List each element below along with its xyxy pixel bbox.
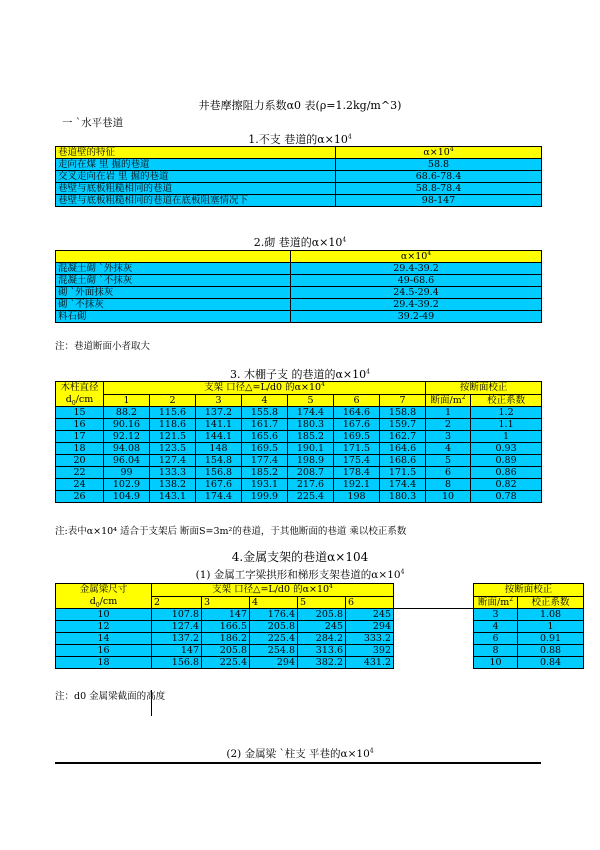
table-row [56, 609, 584, 621]
table-cell: 18 [56, 443, 104, 455]
table2-note: 注：巷道断面小者取大 [55, 341, 151, 352]
table-cell: 17 [56, 431, 104, 443]
table3-correction-header: 按断面校正 [426, 382, 542, 395]
table-row [56, 419, 542, 431]
table-cell: 88.2 [104, 407, 150, 419]
table-cell: 5 [426, 455, 471, 467]
section-heading-horizontal: 一 `水平巷道 [62, 117, 124, 129]
table3-title: 3. 木棚子支 的巷道的$\alpha\times 10^4$ [230, 368, 370, 381]
table3 [55, 381, 542, 503]
table-cell: 24 [56, 479, 104, 491]
table-cell: 254.8 [250, 645, 298, 657]
table3-group-header: 支架 口径△=L/d0 的$\alpha\times 10^4$ [104, 382, 426, 395]
table4-area-header: 断面$/m^2$ [474, 596, 518, 609]
table-cell: 217.6 [288, 479, 334, 491]
table4-group-header-row [56, 584, 584, 597]
table-cell: 0.78 [471, 491, 542, 503]
table-cell: 205.8 [298, 609, 346, 621]
table-cell: 1 [471, 431, 542, 443]
table-cell: 165.6 [242, 431, 288, 443]
table3-note: 注:表中α×10⁴ 适合于支架后 断面S=3m²的巷道，于其他断面的巷道 乘以校正系数 [55, 526, 407, 537]
table-row [56, 431, 542, 443]
table-cell: 94.08 [104, 443, 150, 455]
table1-header-row [56, 147, 542, 159]
table-row [56, 633, 584, 645]
table-cell: 176.4 [250, 609, 298, 621]
table-cell: 185.2 [242, 467, 288, 479]
footer-rule [55, 762, 541, 764]
table-cell: 10 [474, 657, 518, 669]
table-cell: 115.6 [150, 407, 196, 419]
table-cell: 8 [426, 479, 471, 491]
table2-title: 2.砌 巷道的$\alpha\times 10^4$ [253, 236, 347, 249]
table-row: 料石砌 39.2-49 [56, 311, 542, 323]
table-cell: 199.9 [242, 491, 288, 503]
table-cell: 137.2 [152, 633, 202, 645]
table-cell: 198.9 [288, 455, 334, 467]
table-cell: 1.1 [471, 419, 542, 431]
table-cell: 162.7 [380, 431, 426, 443]
table-cell: 382.2 [298, 657, 346, 669]
table-cell: 143.1 [150, 491, 196, 503]
table-cell: 164.6 [334, 407, 380, 419]
table-cell: 174.4 [196, 491, 242, 503]
table-cell: 16 [56, 419, 104, 431]
table-cell: 123.5 [150, 443, 196, 455]
table-cell: 245 [298, 621, 346, 633]
table-row: 混凝土砌 `外抹灰 29.4-39.2 [56, 263, 542, 275]
table4-note: 注：d0 金属梁截面的高度 [55, 691, 166, 702]
table-cell: 92.12 [104, 431, 150, 443]
table-cell: 4 [426, 443, 471, 455]
table-cell: 169.5 [334, 431, 380, 443]
table-cell: 161.7 [242, 419, 288, 431]
table-cell: 154.8 [196, 455, 242, 467]
table-cell: 127.4 [150, 455, 196, 467]
table-cell: 171.5 [334, 443, 380, 455]
table-cell: 3 [426, 431, 471, 443]
table-cell: 225.4 [202, 657, 250, 669]
table-cell: 10 [56, 609, 152, 621]
table-cell: 175.4 [334, 455, 380, 467]
table-cell: 205.8 [202, 645, 250, 657]
table-cell: 186.2 [202, 633, 250, 645]
table-cell: 168.6 [380, 455, 426, 467]
table-cell: 174.4 [380, 479, 426, 491]
table-cell: 294 [346, 621, 394, 633]
table-row: 砌 `不抹灰 29.4-39.2 [56, 299, 542, 311]
table-cell: 3 [474, 609, 518, 621]
table-cell: 284.2 [298, 633, 346, 645]
table-row: 巷壁与底板粗糙相同的巷道 58.8-78.4 [56, 183, 542, 195]
table-cell: 294 [250, 657, 298, 669]
table-cell: 8 [474, 645, 518, 657]
table-cell: 16 [56, 645, 152, 657]
table-cell: 313.6 [298, 645, 346, 657]
table-cell: 102.9 [104, 479, 150, 491]
table-cell: 14 [56, 633, 152, 645]
table-cell: 138.2 [150, 479, 196, 491]
table-row: 巷壁与底板粗糙相同的巷道在底板阻塞情况下 98-147 [56, 195, 542, 207]
table-cell: 18 [56, 657, 152, 669]
table-cell: 205.8 [250, 621, 298, 633]
table-cell: 147 [152, 645, 202, 657]
table2 [55, 250, 542, 323]
table-cell: 167.6 [334, 419, 380, 431]
table-cell: 1.2 [471, 407, 542, 419]
table-cell: 198 [334, 491, 380, 503]
table-cell: 159.7 [380, 419, 426, 431]
table4-correction-header: 按断面校正 [474, 584, 584, 597]
table-cell: 0.89 [471, 455, 542, 467]
table1-header-right: $\alpha\times 10^4$ [336, 147, 542, 159]
table-cell: 178.4 [334, 467, 380, 479]
table4-subtitle: (1) 金属工字梁拱形和梯形支架巷道的$\alpha\times 10^4$ [195, 568, 405, 581]
table-gap-cell [394, 645, 474, 657]
table-row: 走向在煤 里 掘的巷道 58.8 [56, 159, 542, 171]
table-cell: 20 [56, 455, 104, 467]
table-cell: 127.4 [152, 621, 202, 633]
table-row [56, 491, 542, 503]
table-cell: 1.08 [518, 609, 584, 621]
table-row: 砌 `外面抹灰 24.5-29.4 [56, 287, 542, 299]
table-cell: 155.8 [242, 407, 288, 419]
table-gap-cell [394, 609, 474, 621]
table-cell: 133.3 [150, 467, 196, 479]
table-cell: 180.3 [380, 491, 426, 503]
table4 [55, 583, 584, 669]
table-cell: 431.2 [346, 657, 394, 669]
table-cell: 107.8 [152, 609, 202, 621]
table-cell: 12 [56, 621, 152, 633]
table-row: 交叉走向在岩 里 掘的巷道 68.6-78.4 [56, 171, 542, 183]
table-row [56, 621, 584, 633]
table-row [56, 645, 584, 657]
table-cell: 26 [56, 491, 104, 503]
table-cell: 141.1 [196, 419, 242, 431]
table-cell: 0.88 [518, 645, 584, 657]
table-cell: 90.16 [104, 419, 150, 431]
table-cell: 144.1 [196, 431, 242, 443]
table4-col0-header: 金属梁尺寸 $d_0/cm$ [56, 584, 152, 609]
table-row [56, 467, 542, 479]
table-row [56, 479, 542, 491]
table-cell: 148 [196, 443, 242, 455]
table-row [56, 455, 542, 467]
table-cell: 0.86 [471, 467, 542, 479]
table3-col0-header: 木柱直径 $d_0/cm$ [56, 382, 104, 407]
table-cell: 225.4 [250, 633, 298, 645]
table-cell: 6 [426, 467, 471, 479]
table-cell: 171.5 [380, 467, 426, 479]
table-cell: 167.6 [196, 479, 242, 491]
table2-header-right: $\alpha\times 10^4$ [291, 251, 542, 263]
table-cell: 0.93 [471, 443, 542, 455]
table-cell: 121.5 [150, 431, 196, 443]
table3-group-header-row [56, 382, 542, 395]
table-cell: 156.8 [152, 657, 202, 669]
table-cell: 104.9 [104, 491, 150, 503]
table-cell: 174.4 [288, 407, 334, 419]
table-cell: 245 [346, 609, 394, 621]
table-cell: 185.2 [288, 431, 334, 443]
table-row [56, 443, 542, 455]
table-cell: 147 [202, 609, 250, 621]
table-cell: 15 [56, 407, 104, 419]
table-cell: 1 [518, 621, 584, 633]
table-cell: 225.4 [288, 491, 334, 503]
table-cell: 99 [104, 467, 150, 479]
table-cell: 118.6 [150, 419, 196, 431]
table1 [55, 146, 542, 207]
table-gap-cell [394, 621, 474, 633]
table-cell: 4 [474, 621, 518, 633]
table-cell: 0.91 [518, 633, 584, 645]
table-row [56, 657, 584, 669]
table3-area-header: 断面$/m^2$ [426, 394, 471, 407]
table-cell: 158.8 [380, 407, 426, 419]
table1-header-left: 巷道壁的特征 [56, 147, 336, 159]
footer-heading: (2) 金属梁 `柱支 平巷的$\alpha\times 10^4$ [226, 747, 374, 760]
table-cell: 156.8 [196, 467, 242, 479]
table-cell: 177.4 [242, 455, 288, 467]
table-cell: 193.1 [242, 479, 288, 491]
table-cell: 333.2 [346, 633, 394, 645]
table4-sub-header-row: 2 3 4 5 6 断面$/m^2$ 校正系数 [56, 596, 584, 609]
table1-title: 1.不支 巷道的$\alpha\times 10^4$ [248, 133, 352, 146]
table-cell: 190.1 [288, 443, 334, 455]
table-gap-cell [394, 633, 474, 645]
table3-sub-header-row: 1 2 3 4 5 6 7 断面$/m^2$ 校正系数 [56, 394, 542, 407]
table-cell: 1 [426, 407, 471, 419]
table-cell: 180.3 [288, 419, 334, 431]
table-cell: 6 [474, 633, 518, 645]
table-cell: 208.7 [288, 467, 334, 479]
page-title: 井巷摩擦阻力系数α0 表(ρ=1.2kg/m^3) [198, 99, 402, 112]
table-row [56, 407, 542, 419]
table4-group-header: 支架 口径△=L/d0 的$\alpha\times 10^4$ [152, 584, 394, 597]
table2-header-row [56, 251, 542, 263]
table-cell: 22 [56, 467, 104, 479]
table-cell: 2 [426, 419, 471, 431]
table-cell: 166.5 [202, 621, 250, 633]
table-cell: 0.84 [518, 657, 584, 669]
table-cell: 192.1 [334, 479, 380, 491]
table-cell: 0.82 [471, 479, 542, 491]
table-gap-cell [394, 657, 474, 669]
table-cell: 392 [346, 645, 394, 657]
table4-title: 4.金属支架的巷道α×104 [231, 550, 369, 564]
table-cell: 164.6 [380, 443, 426, 455]
table-row: 混凝土砌 `不抹灰 49-68.6 [56, 275, 542, 287]
table-cell: 96.04 [104, 455, 150, 467]
table-cell: 169.5 [242, 443, 288, 455]
table-cell: 137.2 [196, 407, 242, 419]
table-cell: 10 [426, 491, 471, 503]
